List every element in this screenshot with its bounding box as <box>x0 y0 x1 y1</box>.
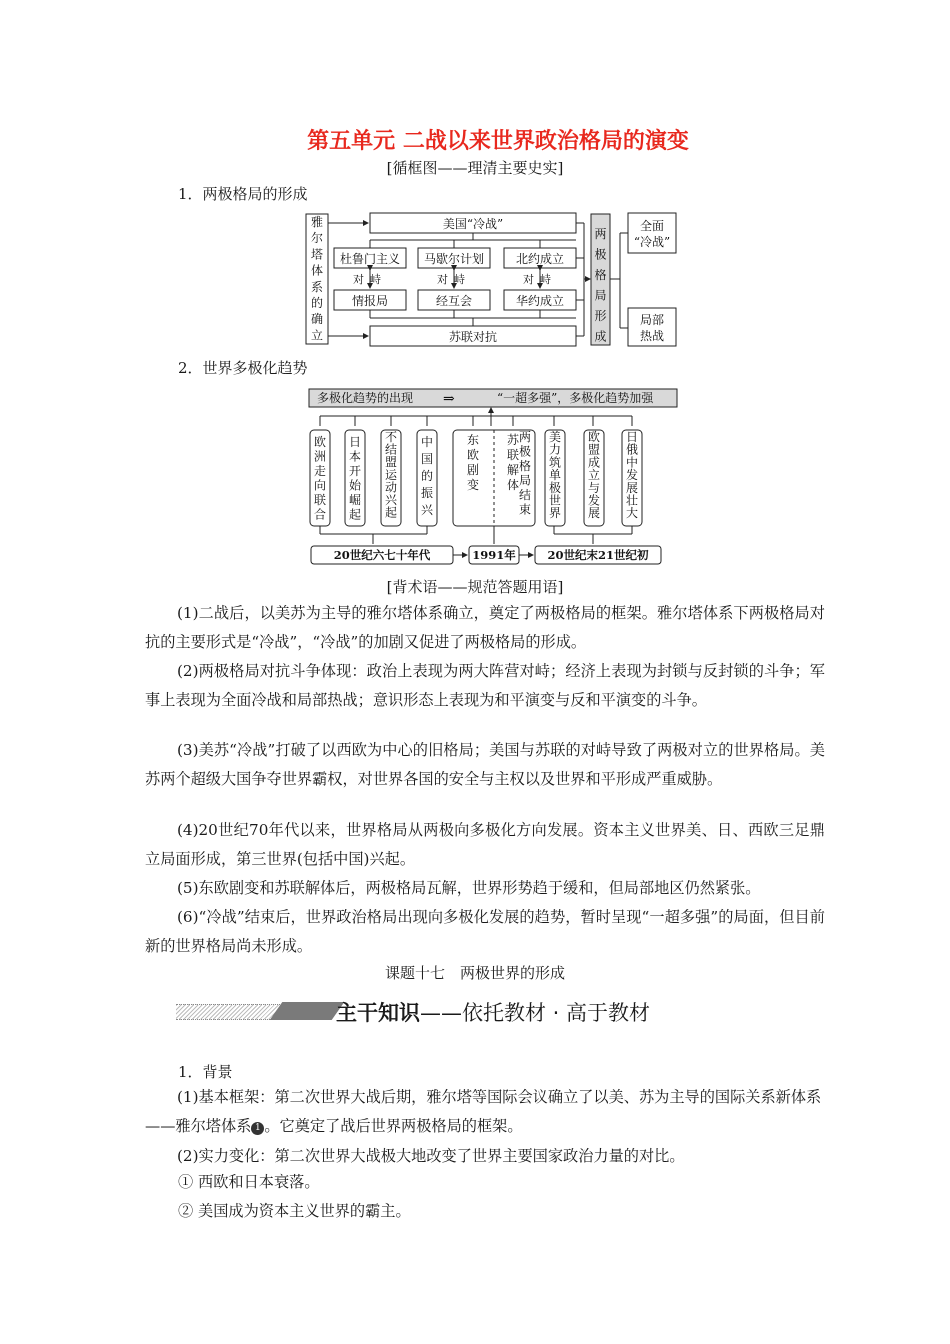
main-knowledge-banner <box>176 997 696 1025</box>
versus-label-1: 对峙 <box>353 273 387 286</box>
comecon: 经互会 <box>435 294 473 308</box>
section-heading-bipolar: 1．两极格局的形成 <box>178 185 308 203</box>
svg-text:日本开始崛起 <box>349 435 362 522</box>
background-paragraph-1 <box>145 1083 825 1141</box>
footnote-ref-icon[interactable]: 1 <box>251 1122 264 1135</box>
local-hotwar-2: 热战 <box>639 329 665 343</box>
svg-text:欧盟成立与发展 <box>588 430 600 520</box>
local-hotwar-1: 局部 <box>639 313 665 327</box>
full-coldwar-1: 全面 <box>639 219 665 233</box>
nonaligned-rise: 不结盟运动兴起 <box>384 430 398 520</box>
term-paragraph-2: (2)两极格局对抗斗争体现：政治上表现为两大阵营对峙；经济上表现为封锁与反封锁的斗争；军事上表现为全面冷战和局部热战；意识形态上表现为和平演变与反和平演变的斗争。 <box>145 662 825 709</box>
time-1991: 1991年 <box>472 548 516 562</box>
one-super-many-powers-label: “一超多强”，多极化趋势加强 <box>497 391 654 405</box>
banner-rest-text: ——依托教材 · 高于教材 <box>420 1001 651 1025</box>
soviet-confront-label: 苏联对抗 <box>448 330 498 344</box>
svg-text:东欧剧变 <box>467 433 479 492</box>
full-coldwar-2: “冷战” <box>633 235 671 249</box>
bipolar-formation-diagram <box>300 208 685 350</box>
svg-text:美力筑单极世界 <box>549 430 561 520</box>
truman-doctrine: 杜鲁门主义 <box>339 252 401 266</box>
jp-ru-cn-grow: 日俄中发展壮大 <box>625 430 639 521</box>
japan-rise: 日本开始崛起 <box>348 435 362 522</box>
nato-founded: 北约成立 <box>515 252 565 266</box>
svg-text:雅尔塔体系的确立 <box>311 214 323 342</box>
warsaw-pact: 华约成立 <box>515 294 565 308</box>
bipolar-end: 两极格局结束 <box>518 430 532 517</box>
bipolar-formed-label: 两极格局形成 <box>594 227 607 344</box>
yalta-label: 雅尔塔体系的确立 <box>310 215 324 343</box>
background-item-2: ② 美国成为资本主义世界的霸主。 <box>178 1202 411 1220</box>
lesson-title: 课题十七 两极世界的形成 <box>384 964 565 982</box>
europe-unite: 欧洲走向联合 <box>313 435 327 522</box>
time-60s70s: 20世纪六七十年代 <box>333 548 431 562</box>
cominform: 情报局 <box>351 294 389 308</box>
subtitle-terms: [背术语——规范答题用语] <box>386 578 564 596</box>
china-revive: 中国的振兴 <box>420 435 434 517</box>
term-paragraph-6: (6)“冷战”结束后，世界政治格局出现向多极化发展的趋势，暂时呈现“一超多强”的局面，但目前新的世界格局尚未形成。 <box>145 908 825 955</box>
term-paragraph-1: (1)二战后，以美苏为主导的雅尔塔体系确立，奠定了两极格局的框架。雅尔塔体系下两极格局对抗的主要形式是“冷战”，“冷战”的加剧又促进了两极格局的形成。 <box>145 604 825 651</box>
term-paragraph-5: (5)东欧剧变和苏联解体后，两极格局瓦解，世界形势趋于缓和，但局部地区仍然紧张。 <box>177 879 761 897</box>
subtitle-framework: [循框图——理清主要史实] <box>386 159 564 177</box>
bg-p1-text: (1)基本框架：第二次世界大战后期，雅尔塔等国际会议确立了以美、苏为主导的国际关系新体系——雅尔塔体系 <box>145 1088 822 1135</box>
east-europe-change: 东欧剧变 <box>466 433 480 492</box>
svg-text:不结盟运动兴起 <box>385 430 398 520</box>
bg-p1-tail: 。它奠定了战后世界两极格局的框架。 <box>264 1117 523 1135</box>
section-heading-multipolar: 2．世界多极化趋势 <box>178 359 308 377</box>
soviet-dissolve: 苏联解体 <box>506 433 520 492</box>
banner-bold-text: 主干知识 <box>336 1001 420 1025</box>
svg-text:日俄中发展壮大 <box>626 430 638 520</box>
multipolar-trend-diagram <box>303 386 683 572</box>
term-paragraph-3: (3)美苏“冷战”打破了以西欧为中心的旧格局；美国与苏联的对峙导致了两极对立的世界格局。美苏两个超级大国争夺世界霸权，对世界各国的安全与主权以及世界和平形成严重威胁。 <box>145 741 825 788</box>
time-late20-early21: 20世纪末21世纪初 <box>547 548 649 562</box>
background-heading: 1．背景 <box>178 1063 233 1081</box>
background-paragraph-2: (2)实力变化：第二次世界大战极大地改变了世界主要国家政治力量的对比。 <box>177 1147 685 1165</box>
versus-label-2: 对峙 <box>437 273 471 286</box>
term-paragraph-4: (4)20世纪70年代以来，世界格局从两极向多极化方向发展。资本主义世界美、日、西欧三足鼎立局面形成，第三世界(包括中国)兴起。 <box>145 821 825 868</box>
multipolar-emerge-label: 多极化趋势的出现 <box>317 391 414 405</box>
us-coldwar-label: 美国“冷战” <box>442 217 504 231</box>
eu-develop: 欧盟成立与发展 <box>587 430 601 521</box>
marshall-plan: 马歇尔计划 <box>423 252 485 266</box>
background-item-1: ① 西欧和日本衰落。 <box>178 1173 320 1191</box>
svg-text:欧洲走向联合 <box>314 435 326 522</box>
us-unipolar: 美力筑单极世界 <box>548 430 562 521</box>
svg-text:两极格局结束 <box>519 430 531 517</box>
page-title: 第五单元 二战以来世界政治格局的演变 <box>307 129 689 154</box>
versus-label-3: 对峙 <box>523 273 557 286</box>
implies-arrow: ⇒ <box>443 391 455 407</box>
svg-text:中国的振兴 <box>421 434 434 517</box>
